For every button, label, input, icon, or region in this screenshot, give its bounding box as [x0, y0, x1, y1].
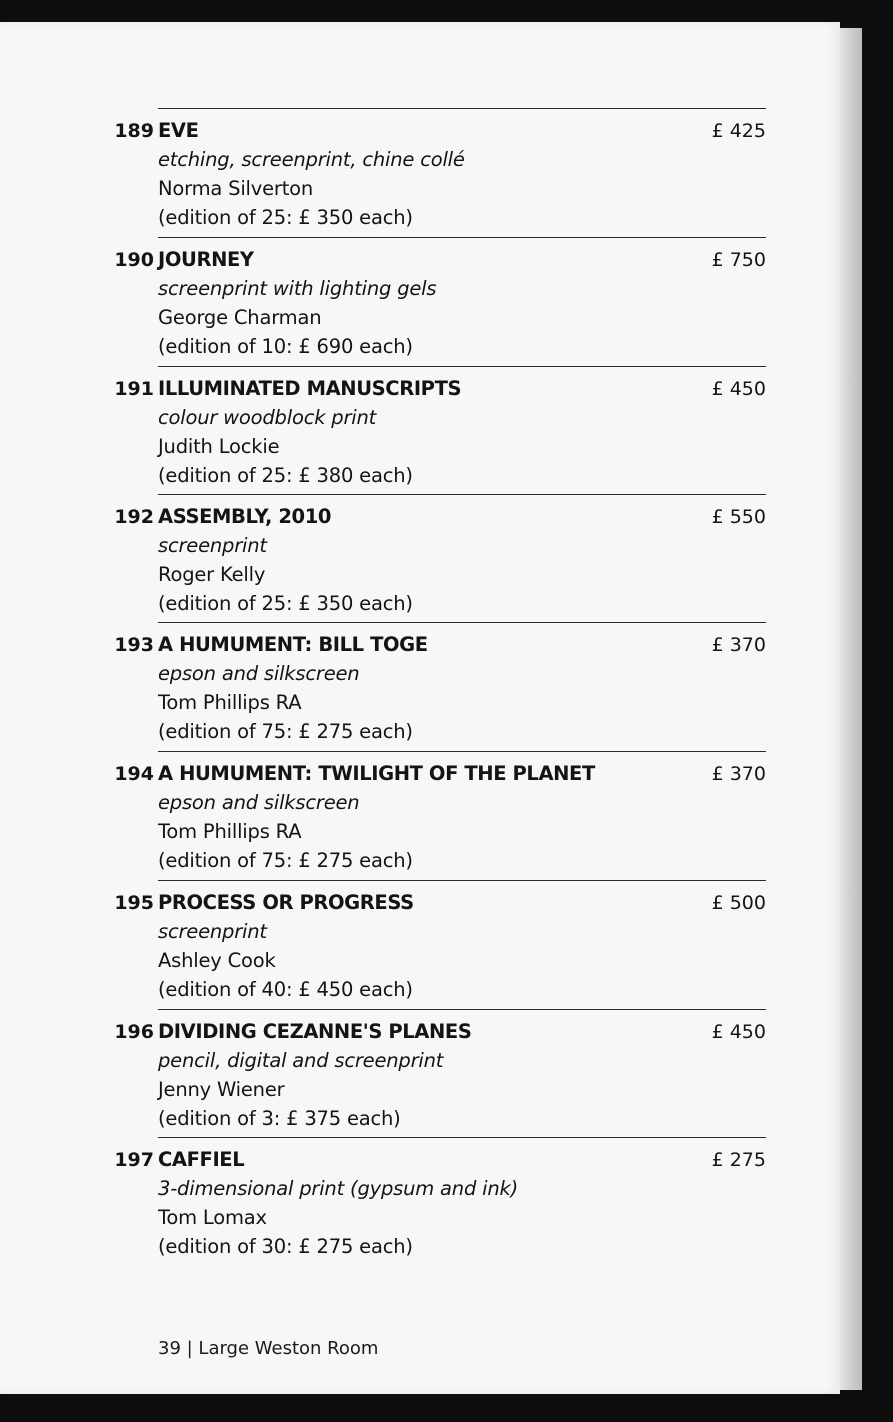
- entry-price: £ 275: [711, 1149, 766, 1171]
- entry-edition: (edition of 25: £ 380 each): [158, 464, 413, 487]
- entry-artist: Tom Lomax: [158, 1206, 267, 1229]
- entry-edition: (edition of 10: £ 690 each): [158, 335, 413, 358]
- entry-edition: (edition of 25: £ 350 each): [158, 592, 413, 615]
- entry-price: £ 450: [711, 378, 766, 400]
- catalogue-entry-189: [114, 108, 766, 237]
- entry-price: £ 450: [711, 1021, 766, 1043]
- entry-title: A HUMUMENT: TWILIGHT OF THE PLANET: [158, 762, 595, 785]
- entry-artist: Roger Kelly: [158, 563, 266, 586]
- entry-medium: epson and silkscreen: [158, 791, 360, 814]
- catalogue-entry-195: [114, 880, 766, 1009]
- entry-medium: 3-dimensional print (gypsum and ink): [158, 1177, 519, 1200]
- page-stack-edge: [840, 28, 862, 1390]
- entry-artist: George Charman: [158, 306, 322, 329]
- catalogue-entry-194: [114, 751, 766, 880]
- entry-number: 189: [114, 120, 154, 142]
- entry-medium: colour woodblock print: [158, 406, 377, 429]
- entry-number: 195: [114, 892, 154, 914]
- entry-title: ILLUMINATED MANUSCRIPTS: [158, 377, 462, 400]
- entry-edition: (edition of 3: £ 375 each): [158, 1107, 401, 1130]
- entry-title: PROCESS OR PROGRESS: [158, 891, 414, 914]
- entry-number: 197: [114, 1149, 154, 1171]
- entry-title: ASSEMBLY, 2010: [158, 505, 332, 528]
- entry-number: 190: [114, 249, 154, 271]
- entry-medium: screenprint: [158, 534, 267, 557]
- entry-price: £ 370: [711, 634, 766, 656]
- entry-artist: Tom Phillips RA: [158, 820, 302, 843]
- entry-artist: Tom Phillips RA: [158, 691, 302, 714]
- catalogue-entry-196: [114, 1009, 766, 1138]
- entry-medium: epson and silkscreen: [158, 662, 360, 685]
- entry-medium: pencil, digital and screenprint: [158, 1049, 444, 1072]
- entry-price: £ 425: [711, 120, 766, 142]
- entry-title: DIVIDING CEZANNE'S PLANES: [158, 1020, 472, 1043]
- entry-price: £ 370: [711, 763, 766, 785]
- entry-price: £ 750: [711, 249, 766, 271]
- entry-edition: (edition of 30: £ 275 each): [158, 1235, 413, 1258]
- entry-number: 192: [114, 506, 154, 528]
- entry-number: 196: [114, 1021, 154, 1043]
- entry-medium: etching, screenprint, chine collé: [158, 148, 465, 171]
- entry-number: 191: [114, 378, 154, 400]
- catalogue-entry-191: [114, 366, 766, 495]
- entry-number: 194: [114, 763, 154, 785]
- entry-medium: screenprint: [158, 920, 267, 943]
- entry-artist: Jenny Wiener: [158, 1078, 285, 1101]
- entry-price: £ 550: [711, 506, 766, 528]
- entry-title: A HUMUMENT: BILL TOGE: [158, 633, 428, 656]
- entry-edition: (edition of 25: £ 350 each): [158, 206, 413, 229]
- entry-title: EVE: [158, 119, 199, 142]
- entry-edition: (edition of 75: £ 275 each): [158, 720, 413, 743]
- entry-price: £ 500: [711, 892, 766, 914]
- entry-artist: Ashley Cook: [158, 949, 276, 972]
- entry-artist: Judith Lockie: [158, 435, 280, 458]
- entry-edition: (edition of 75: £ 275 each): [158, 849, 413, 872]
- catalogue-entry-192: [114, 494, 766, 623]
- catalogue-entry-190: [114, 237, 766, 366]
- catalogue-entry-197: [114, 1137, 766, 1266]
- entry-artist: Norma Silverton: [158, 177, 314, 200]
- entry-medium: screenprint with lighting gels: [158, 277, 437, 300]
- entry-title: CAFFIEL: [158, 1148, 245, 1171]
- entry-title: JOURNEY: [158, 248, 254, 271]
- entry-number: 193: [114, 634, 154, 656]
- page-footer: 39 | Large Weston Room: [158, 1338, 379, 1359]
- catalogue-page: [0, 22, 840, 1394]
- entry-edition: (edition of 40: £ 450 each): [158, 978, 413, 1001]
- catalogue-entry-193: [114, 622, 766, 751]
